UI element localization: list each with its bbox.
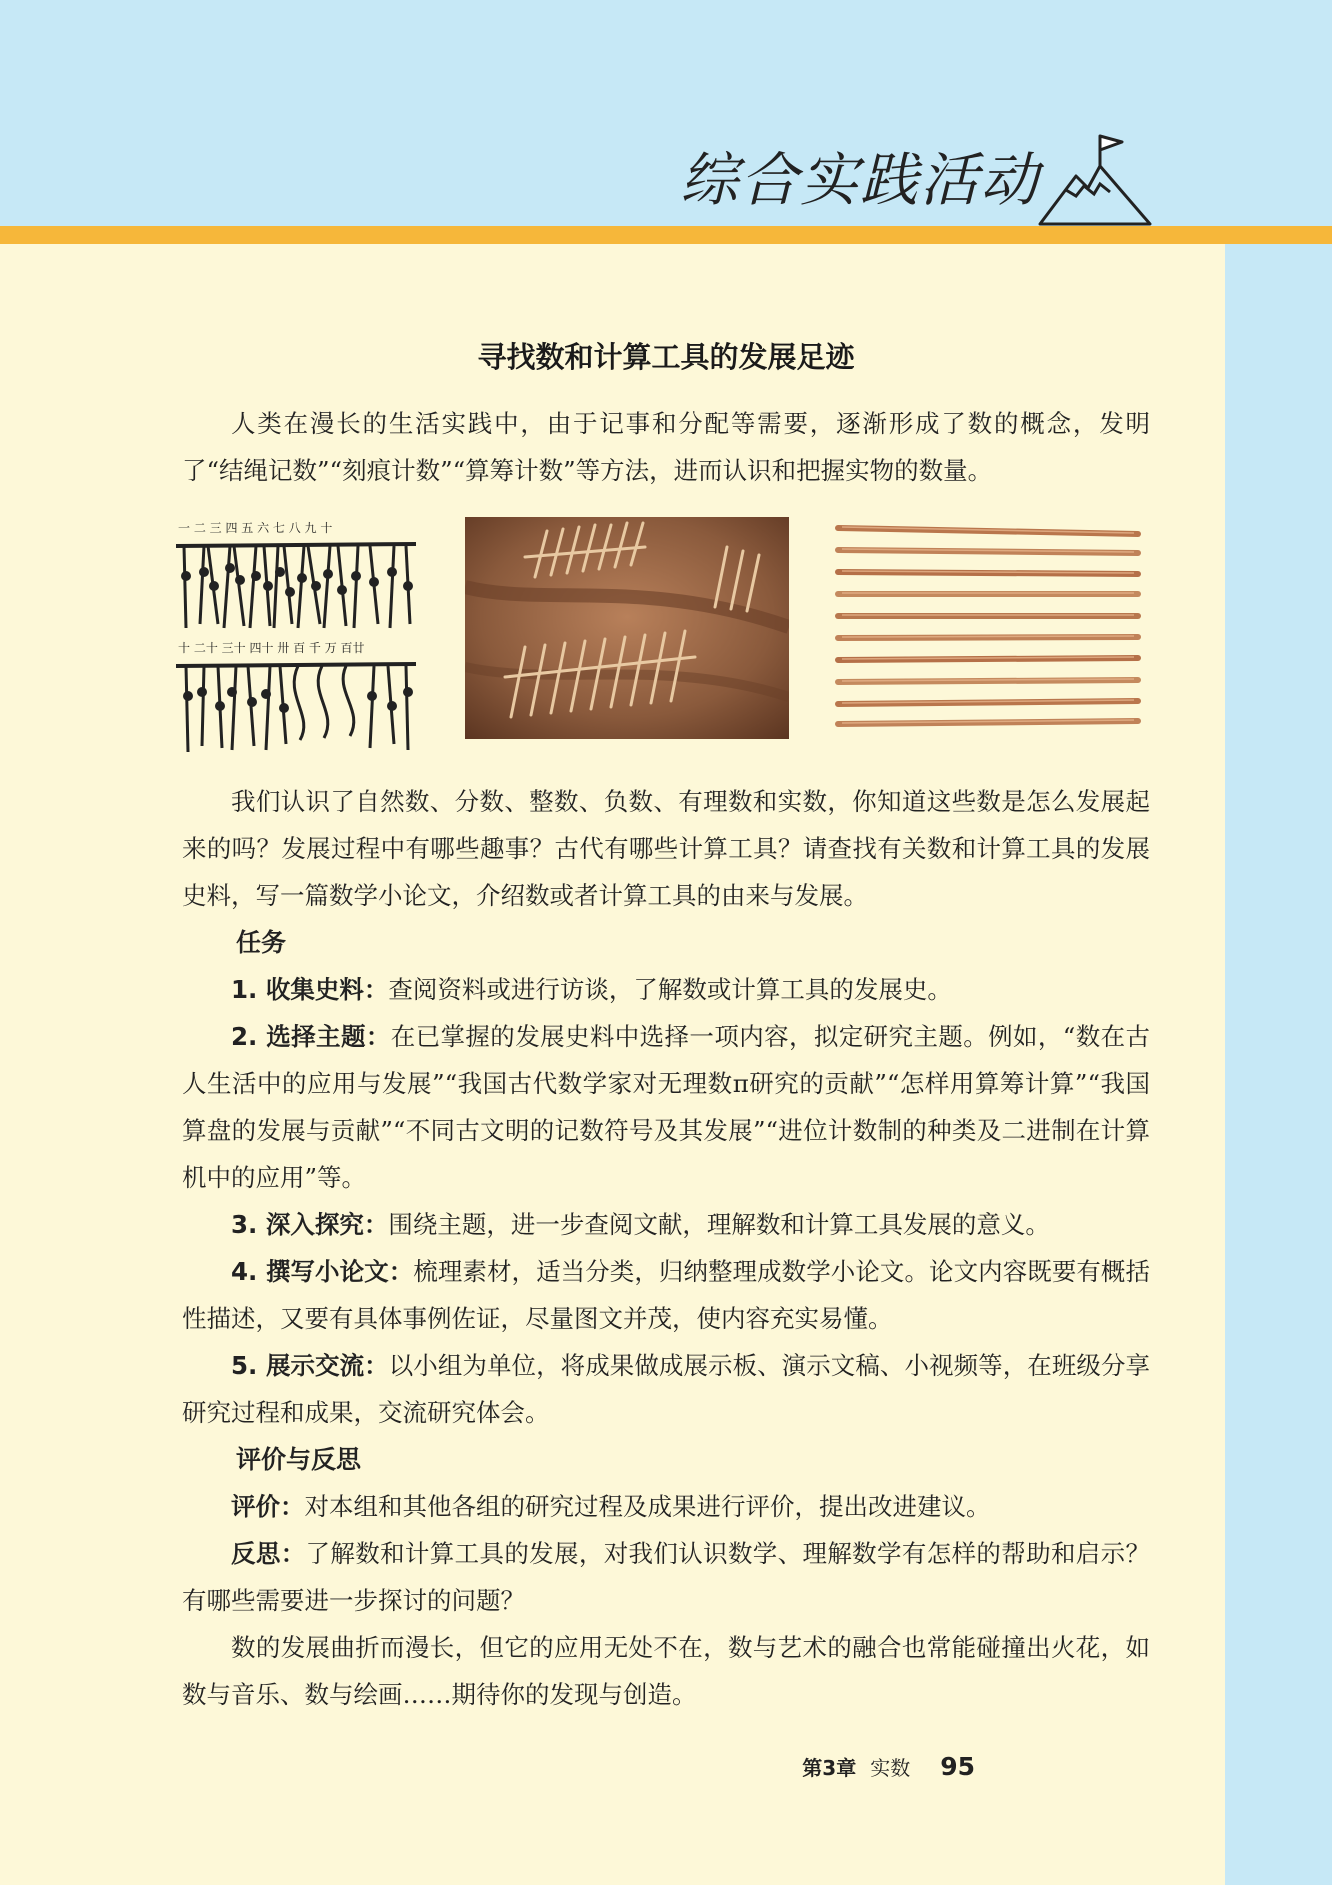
header-divider <box>0 226 1332 244</box>
closing-paragraph: 数的发展曲折而漫长，但它的应用无处不在，数与艺术的融合也常能碰撞出火花，如数与音乐、数与绘画……期待你的发现与创造。 <box>182 1633 1150 1709</box>
reflection-paragraph: 反思：了解数和计算工具的发展，对我们认识数学、理解数学有怎样的帮助和启示？有哪些需要进一步探讨的问题？ <box>182 1539 1151 1615</box>
evaluation-paragraph: 评价：对本组和其他各组的研究过程及成果进行评价，提出改进建议。 <box>231 1492 991 1521</box>
chapter-name: 实数 <box>870 1756 911 1780</box>
task-item: 4. 撰写小论文：梳理素材，适当分类，归纳整理成数学小论文。论文内容既要有概括性描述，又要有具体事例佐证，尽量图文并茂，使内容充实易懂。 <box>182 1257 1150 1333</box>
task-item: 5. 展示交流：以小组为单位，将成果做成展示板、演示文稿、小视频等，在班级分享研究过程和成果，交流研究体会。 <box>182 1351 1151 1427</box>
task-item: 2. 选择主题：在已掌握的发展史料中选择一项内容，拟定研究主题。例如，“数在古人生活中的应用与发展”“我国古代数学家对无理数π研究的贡献”“怎样用算筹计算”“我国算盘的发展与贡献”“不同古文明的记数符号及其发展”“进位计数制的种类及二进制在计算机中的应用”等。 <box>182 1022 1150 1192</box>
task-item: 3. 深入探究：围绕主题，进一步查阅文献，理解数和计算工具发展的意义。 <box>231 1210 1050 1239</box>
tasks-heading: 任务 <box>236 928 287 957</box>
side-strip <box>1225 244 1332 1885</box>
task-item: 1. 收集史料：查阅资料或进行访谈，了解数或计算工具的发展史。 <box>231 975 952 1004</box>
evaluation-heading: 评价与反思 <box>236 1445 362 1474</box>
mountain-flag-icon <box>1036 132 1154 228</box>
page-number: 95 <box>940 1752 975 1781</box>
prompt-paragraph: 我们认识了自然数、分数、整数、负数、有理数和实数，你知道这些数是怎么发展起来的吗？发展过程中有哪些趣事？古代有哪些计算工具？请查找有关数和计算工具的发展史料，写一篇数学小论文，介绍数或者计算工具的由来与发展。 <box>182 787 1150 910</box>
knot-counting-figure <box>174 516 424 758</box>
article-title: 寻找数和计算工具的发展足迹 <box>477 340 855 374</box>
knot-labels-bottom: 十 二十 三十 四十 卅 百 千 万 百廿 <box>178 641 365 655</box>
section-title: 综合实践活动 <box>679 146 1040 214</box>
counting-rods-photo <box>832 520 1144 730</box>
intro-paragraph: 人类在漫长的生活实践中，由于记事和分配等需要，逐渐形成了数的概念，发明了“结绳记数”“刻痕计数”“算筹计数”等方法，进而认识和把握实物的数量。 <box>182 409 1150 485</box>
chapter-label: 第3章 <box>802 1756 857 1780</box>
tally-marks-photo <box>465 517 789 739</box>
page-panel <box>0 244 1225 1885</box>
page-footer <box>802 1752 975 1781</box>
knot-labels-top: 一 二 三 四 五 六 七 八 九 十 <box>178 521 333 535</box>
